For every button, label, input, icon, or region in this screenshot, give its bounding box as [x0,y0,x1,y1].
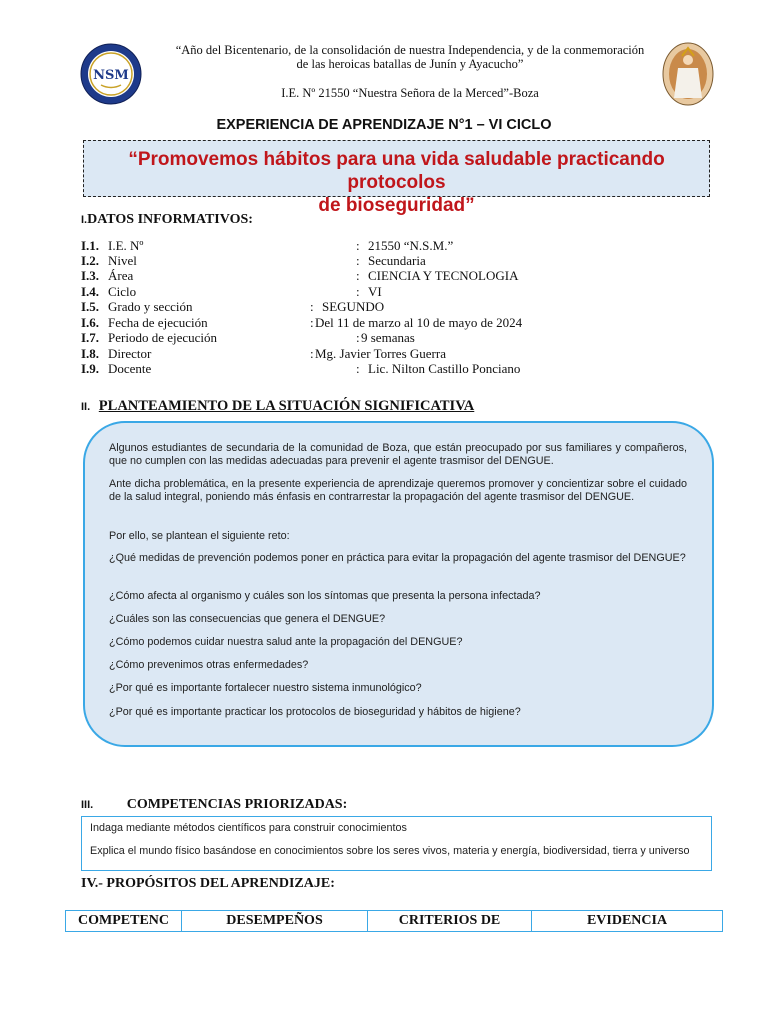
row-separator: : [310,346,314,361]
data-row [81,315,701,330]
section-1-number: I. [81,214,88,226]
row-code: I.4. [81,284,100,299]
row-value: Del 11 de marzo al 10 de mayo de 2024 [315,315,523,330]
situation-paragraph: Por ello, se plantean el siguiente reto: [109,530,290,542]
experience-title: EXPERIENCIA DE APRENDIZAJE N°1 – VI CICLO [216,117,552,133]
row-code: I.1. [81,238,100,253]
row-value: 9 semanas [361,330,415,345]
row-value: Mg. Javier Torres Guerra [315,346,446,361]
column-header: CRITERIOS DE [368,911,532,931]
situation-paragraph: ¿Cuáles son las consecuencias que genera el DENGUE? [109,613,386,625]
situation-paragraph: Ante dicha problemática, en la presente experiencia de aprendizaje queremos promover y concientizar sobre el cuidado de la salud integral, poniendo más énfasis en contrarrestar la propagación del agente trasmisor del DENGUE. [109,478,687,503]
school-name: I.E. Nº 21550 “Nuestra Señora de la Merced”-Boza [281,86,539,100]
situation-paragraph: ¿Cómo podemos cuidar nuestra salud ante la propagación del DENGUE? [109,636,463,648]
row-label: Periodo de ejecución [108,330,218,345]
purposes-table-header [65,910,723,932]
subtitle-line-1: “Promovemos hábitos para una vida saludable practicando protocolos [128,149,665,193]
row-label: I.E. Nº [108,238,144,253]
row-separator: : [356,330,360,345]
section-3-heading [81,797,347,813]
data-row [81,268,701,283]
row-separator: : [310,315,314,330]
row-separator: : [356,268,360,283]
situation-paragraph: ¿Cómo prevenimos otras enfermedades? [109,659,309,671]
row-label: Grado y sección [108,299,193,314]
situation-box [83,421,714,747]
row-separator: : [310,299,314,314]
row-value: Secundaria [368,253,426,268]
row-code: I.8. [81,346,100,361]
row-value: SEGUNDO [322,299,385,314]
situation-paragraph: Algunos estudiantes de secundaria de la comunidad de Boza, que están preocupado por sus familiares y compañeros, que no cumplen con las medidas adecuadas para prevenir el agente trasmisor del DENGUE. [109,442,687,467]
row-label: Ciclo [108,284,137,299]
section-3-number: III. [81,799,94,811]
row-code: I.9. [81,361,100,376]
situation-paragraph: ¿Cómo afecta al organismo y cuáles son los síntomas que presenta la persona infectada? [109,590,541,602]
data-row [81,284,701,299]
competency-item: Indaga mediante métodos científicos para construir conocimientos [90,822,407,834]
data-row [81,330,701,345]
row-value: Lic. Nilton Castillo Ponciano [368,361,521,376]
row-value: CIENCIA Y TECNOLOGIA [368,268,519,283]
data-row [81,299,701,314]
data-row [81,361,701,376]
data-row [81,253,701,268]
column-header: COMPETENC [66,911,182,931]
row-code: I.2. [81,253,100,268]
column-header: EVIDENCIA [586,913,668,928]
school-logo [80,43,142,105]
logo-monogram: NSM [93,68,129,83]
row-separator: : [356,361,360,376]
situation-paragraph: ¿Qué medidas de prevención podemos poner en práctica para evitar la propagación del agente trasmisor del DENGUE? [109,552,686,564]
row-label: Docente [108,361,152,376]
section-2-title: PLANTEAMIENTO DE LA SITUACIÓN SIGNIFICATIVA [98,398,475,414]
situation-paragraph: ¿Por qué es importante fortalecer nuestro sistema inmunológico? [109,682,422,694]
section-4-heading: IV.- PROPÓSITOS DEL APRENDIZAJE: [81,876,335,891]
section-2-number: II. [81,401,91,413]
motto-line-1: “Año del Bicentenario, de la consolidación de nuestra Independencia, y de la conmemoración [175,43,645,57]
subtitle-box [83,140,710,216]
row-label: Nivel [108,253,137,268]
section-3-title: COMPETENCIAS PRIORIZADAS: [126,797,348,812]
data-row [81,238,701,253]
row-value: VI [368,284,382,299]
row-separator: : [356,238,360,253]
section-1-heading [81,212,253,228]
motto-line-2: de las heroicas batallas de Junín y Ayacucho” [296,57,524,71]
section-2-heading [81,398,474,415]
row-code: I.3. [81,268,100,283]
data-row [81,346,701,361]
subtitle-line-2: de bioseguridad” [318,195,475,216]
row-label: Fecha de ejecución [108,315,208,330]
row-value: 21550 “N.S.M.” [368,238,454,253]
row-separator: : [356,284,360,299]
competency-item: Explica el mundo físico basándose en conocimientos sobre los seres vivos, materia y energía, biodiversidad, tierra y universo [90,845,690,857]
row-label: Director [108,346,152,361]
row-label: Área [108,268,134,283]
row-code: I.6. [81,315,100,330]
column-header: DESEMPEÑOS [182,911,368,931]
row-code: I.7. [81,330,100,345]
row-separator: : [356,253,360,268]
row-code: I.5. [81,299,100,314]
section-1-title: DATOS INFORMATIVOS: [87,212,253,227]
header-motto [150,43,670,71]
situation-paragraph: ¿Por qué es importante practicar los protocolos de bioseguridad y hábitos de higiene? [109,706,521,718]
